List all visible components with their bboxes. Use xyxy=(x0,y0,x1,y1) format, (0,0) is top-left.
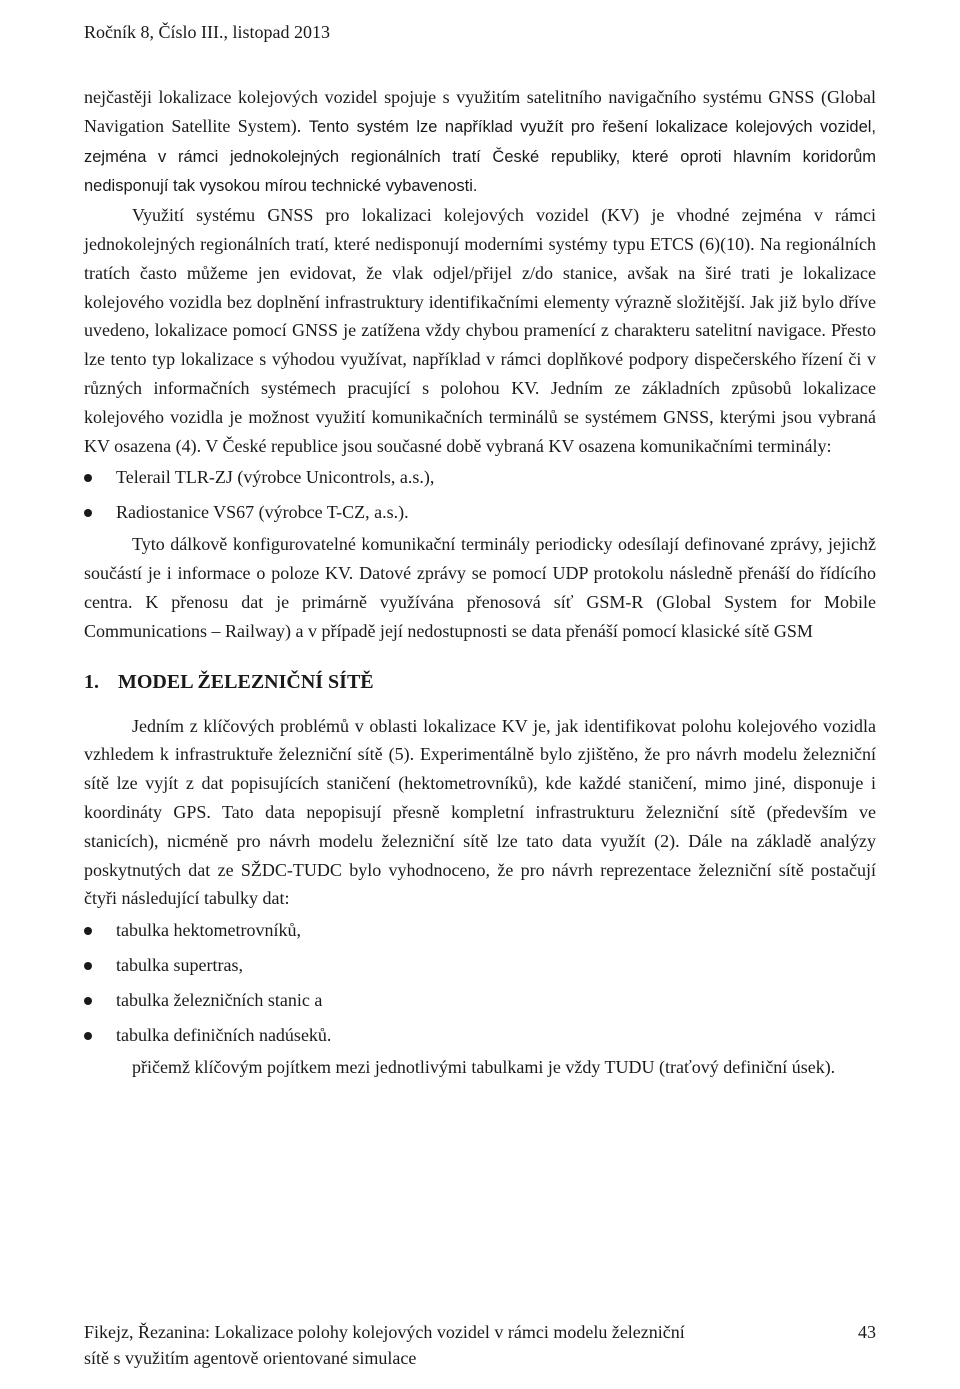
paragraph-gnss-intro xyxy=(84,83,876,201)
paragraph-model: Jedním z klíčových problémů v oblasti lokalizace KV je, jak identifikovat polohu kolejového vozidla vzhledem k infrastruktuře železniční sítě (5). Experimentálně bylo zjištěno, že pro návrh modelu železniční sítě lze vyjít z dat popisujících staničení (hektometrovníků), kde každé staničení, mimo jiné, disponuje i koordináty GPS. Tato data nepopisují přesně kompletní infrastrukturu železniční sítě (především ve stanicích), nicméně pro návrh modelu železniční sítě lze tato data využít (2). Dále na základě analýzy poskytnutých dat ze SŽDC-TUDC bylo vyhodnoceno, že pro návrh reprezentace železniční sítě postačují čtyři následující tabulky dat: xyxy=(84,715,876,909)
list-item xyxy=(84,983,876,1018)
list-item-text: tabulka železničních stanic a xyxy=(116,990,323,1011)
paragraph-terminals: Tyto dálkově konfigurovatelné komunikační terminály periodicky odesílají definované zprávy, jejichž součástí je i informace o poloze KV. Datové zprávy se pomocí UDP protokolu následně přenáší do řídícího centra. K přenosu dat je primárně využívána přenosová síť GSM-R (Global System for Mobile Communications – Railway) a v případě její nedostupnosti se data přenáší pomocí klasické sítě GSM xyxy=(84,534,876,641)
body-text xyxy=(84,83,876,1082)
list-item xyxy=(84,495,876,530)
list-item-text: Telerail TLR-ZJ (výrobce Unicontrols, a.s.), xyxy=(116,467,435,488)
bullet-icon xyxy=(84,509,92,517)
bullet-icon xyxy=(84,997,92,1005)
running-header: Ročník 8, Číslo III., listopad 2013 xyxy=(84,22,330,42)
paragraph-tudu: přičemž klíčovým pojítkem mezi jednotlivými tabulkami je vždy TUDU (traťový definiční úsek). xyxy=(132,1057,836,1078)
list-item xyxy=(84,1018,876,1053)
list-item-text: tabulka definičních nadúseků. xyxy=(116,1025,332,1046)
paragraph-gnss-intro-serif: nejčastěji lokalizace kolejových vozidel spojuje s využitím satelitního navigačního systému GNSS (Global Navigation Satellite System). xyxy=(84,87,876,136)
table-list xyxy=(84,913,876,1053)
section-number: 1. xyxy=(84,670,99,693)
bullet-icon xyxy=(84,927,92,935)
footer-line-2: sítě s využitím agentově orientované simulace xyxy=(84,1348,417,1368)
bullet-icon xyxy=(84,962,92,970)
list-item xyxy=(84,460,876,495)
bullet-icon xyxy=(84,1032,92,1040)
list-item xyxy=(84,913,876,948)
section-title: MODEL ŽELEZNIČNÍ SÍTĚ xyxy=(118,670,374,693)
list-item-text: Radiostanice VS67 (výrobce T-CZ, a.s.). xyxy=(116,502,409,523)
page-footer xyxy=(84,1319,876,1371)
terminal-list xyxy=(84,460,876,530)
section-heading xyxy=(84,668,876,696)
list-item-text: tabulka hektometrovníků, xyxy=(116,920,301,941)
page-number: 43 xyxy=(858,1322,876,1342)
list-item xyxy=(84,948,876,983)
paragraph-gnss-intro-sans: Tento systém lze například využít pro řešení lokalizace kolejových vozidel, zejména v rámci jednokolejných regionálních tratí České republiky, které oproti hlavním koridorům nedisponují tak vysokou mírou technické vybavenosti. xyxy=(84,117,876,196)
footer-line-1: Fikejz, Řezanina: Lokalizace polohy kolejových vozidel v rámci modelu železniční xyxy=(84,1322,685,1342)
paragraph-gnss-usage: Využití systému GNSS pro lokalizaci kolejových vozidel (KV) je vhodné zejména v rámci jednokolejných regionálních tratí, které nedisponují moderními systémy typu ETCS (6)(10). Na regionálních tratích často můžeme jen evidovat, že vlak odjel/přijel z/do stanice, avšak na širé trati je lokalizace kolejového vozidla bez doplnění infrastruktury identifikačními elementy výrazně složitější. Jak již bylo dříve uvedeno, lokalizace pomocí GNSS je zatížena vždy chybou pramenící z charakteru satelitní navigace. Přesto lze tento typ lokalizace s výhodou využívat, například v rámci doplňkové podpory dispečerského řízení či v různých informačních systémech pracující s polohou KV. Jedním ze základních způsobů lokalizace kolejového vozidla je možnost využití komunikačních terminálů se systémem GNSS, kterými jsou vybraná KV osazena (4). V České republice jsou současné době vybraná KV osazena komunikačními terminály: xyxy=(84,205,876,456)
bullet-icon xyxy=(84,474,92,482)
list-item-text: tabulka supertras, xyxy=(116,955,243,976)
